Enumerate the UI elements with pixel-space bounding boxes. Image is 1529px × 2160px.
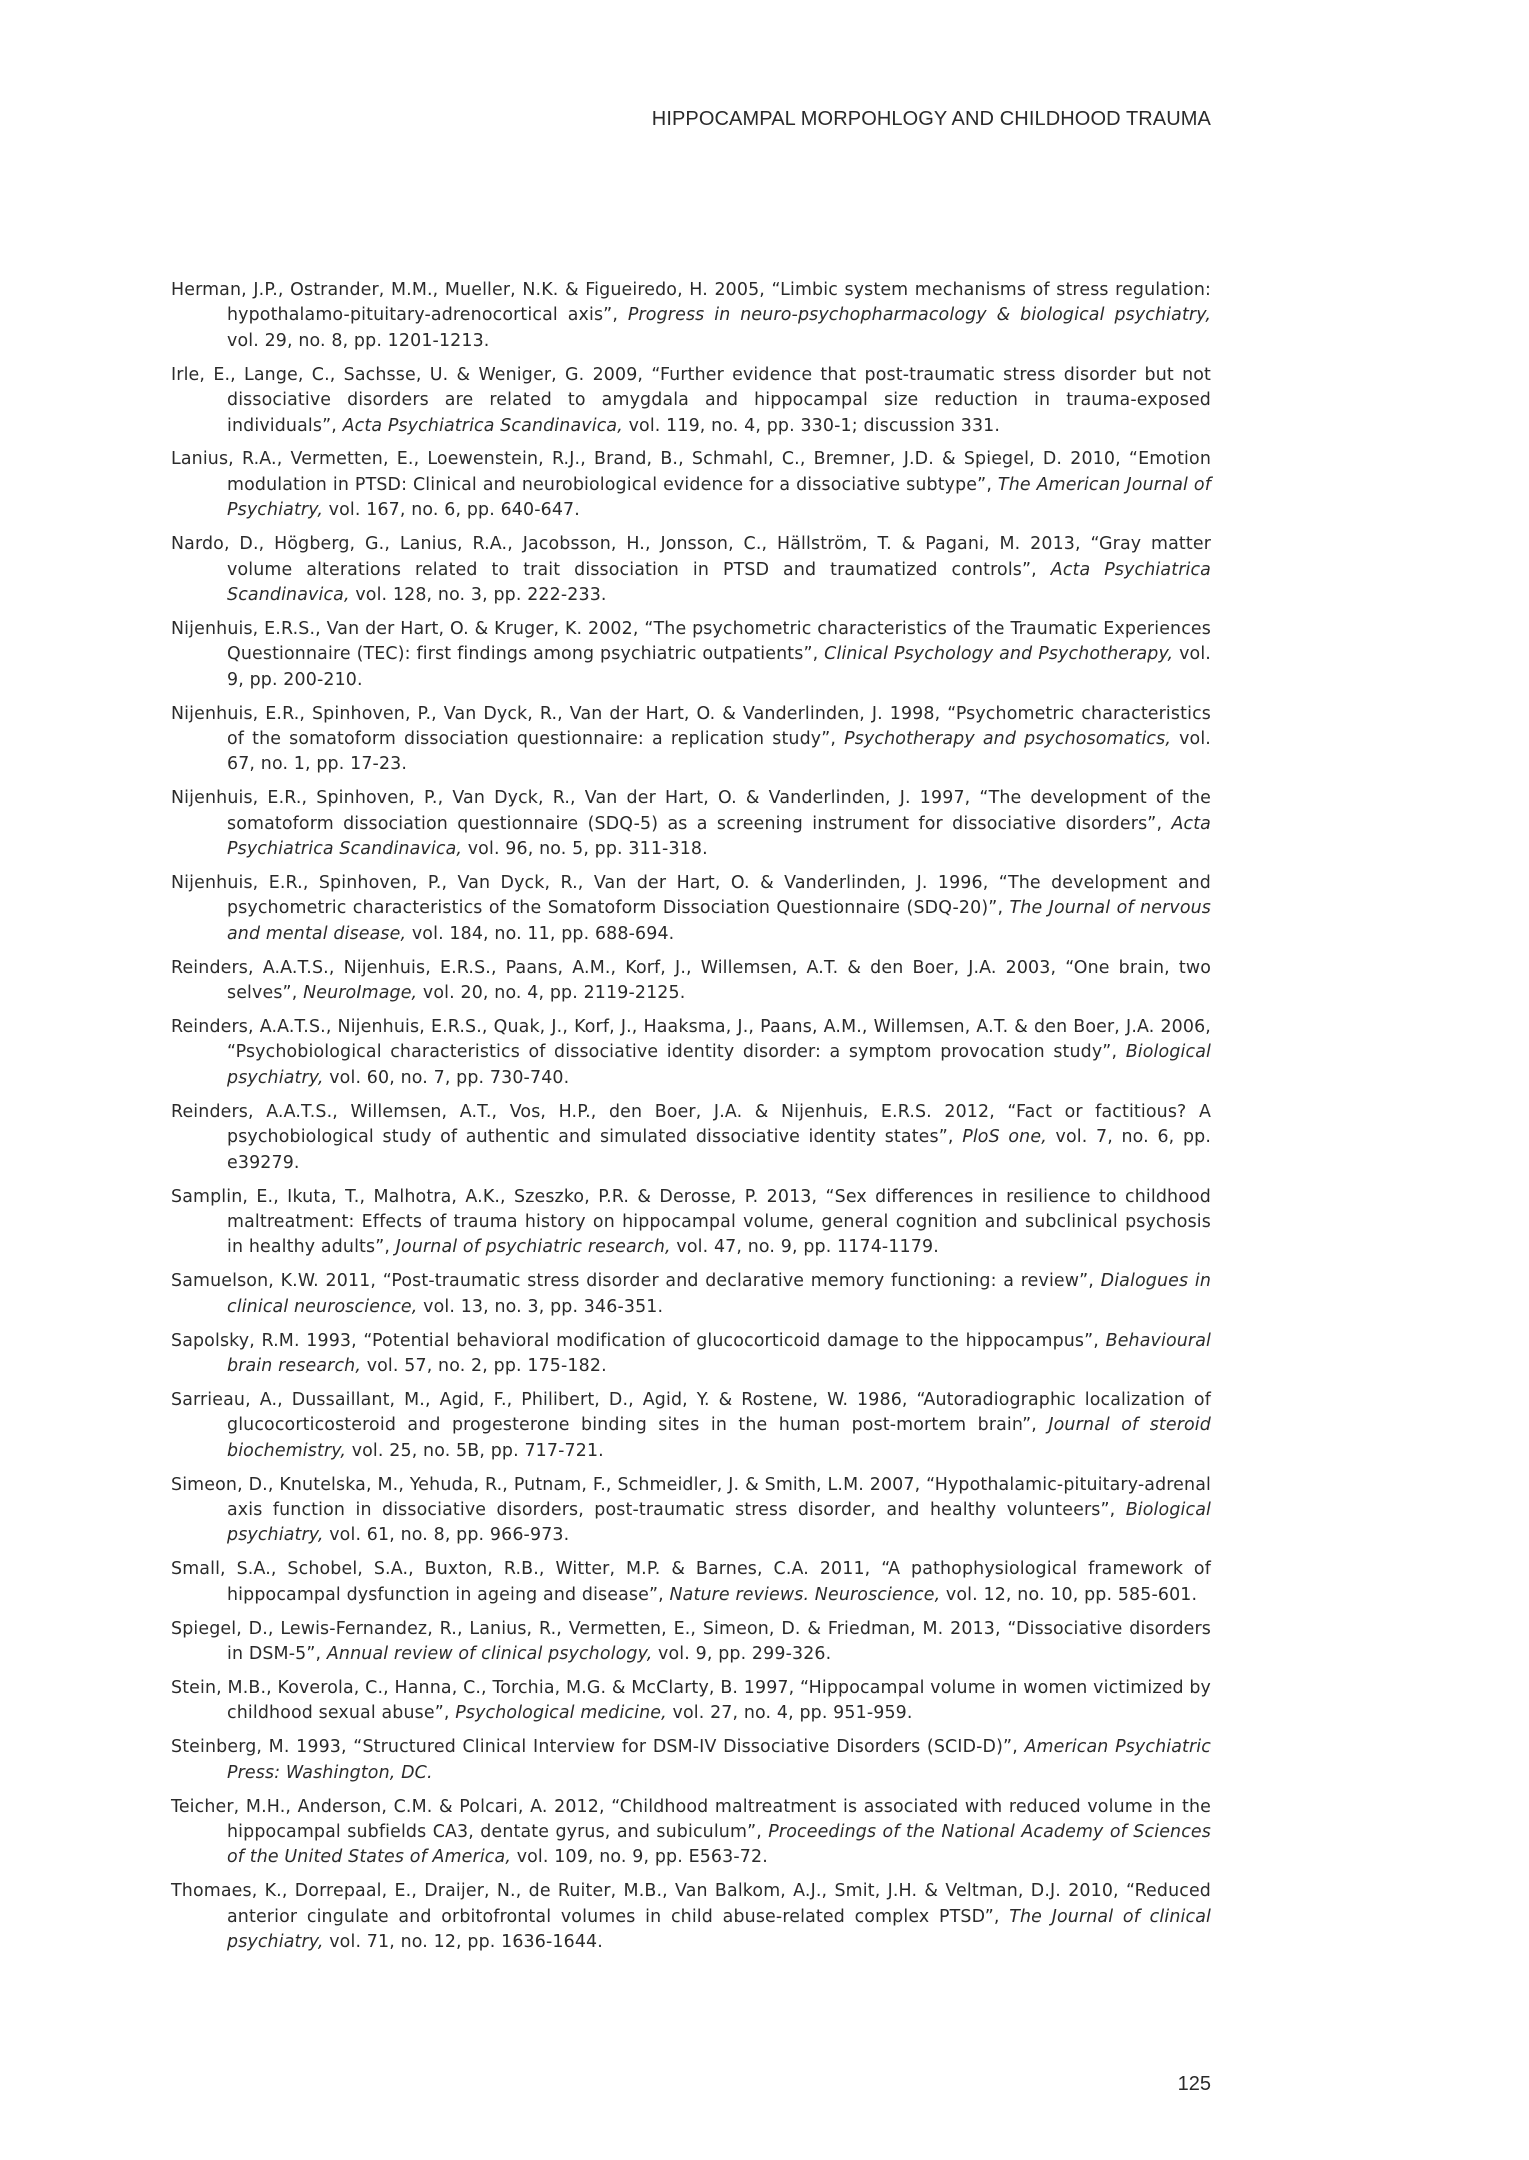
reference-citation: Small, S.A., Schobel, S.A., Buxton, R.B., Witter, M.P. & Barnes, C.A. 2011, “A pathophysiological framework of hippocampal dysfunction in ageing and disease”, [171, 1559, 1211, 1605]
reference-entry [171, 363, 1211, 439]
reference-entry [171, 1557, 1211, 1608]
reference-entry [171, 1185, 1211, 1261]
reference-journal: PloS one, [962, 1127, 1047, 1148]
reference-entry [171, 532, 1211, 608]
page-number: 125 [1177, 2073, 1211, 2095]
reference-entry [171, 786, 1211, 862]
reference-entry [171, 1269, 1211, 1320]
reference-volume-pages: vol. 67, no. 1, pp. 17-23. [227, 729, 1211, 775]
reference-citation: Samplin, E., Ikuta, T., Malhotra, A.K., Szeszko, P.R. & Derosse, P. 2013, “Sex differences in resilience to childhood maltreatment: Effects of trauma history on hippocampal volume, general cognition and subclinical psychosis in healthy adults”, [171, 1186, 1211, 1258]
reference-volume-pages: vol. 184, no. 11, pp. 688-694. [406, 923, 675, 944]
reference-volume-pages: vol. 167, no. 6, pp. 640-647. [323, 500, 580, 521]
reference-journal: Annual review of clinical psychology, [326, 1644, 653, 1664]
reference-volume-pages: vol. 128, no. 3, pp. 222-233. [349, 584, 607, 605]
reference-journal: Psychotherapy and psychosomatics, [844, 729, 1172, 749]
reference-entry [171, 956, 1211, 1007]
reference-volume-pages: vol. 27, no. 4, pp. 951-959. [666, 1703, 913, 1724]
reference-volume-pages: vol. 9, pp. 200-210. [227, 644, 1211, 690]
reference-entry [171, 1329, 1211, 1380]
reference-citation: Nijenhuis, E.R.S., Van der Hart, O. & Kruger, K. 2002, “The psychometric characteristics of the Traumatic Experiences Questionnaire (TEC): first findings among psychiatric outpatients”, [171, 618, 1211, 665]
reference-journal: Acta Psychiatrica Scandinavica, [227, 813, 1211, 860]
reference-citation: Samuelson, K.W. 2011, “Post-traumatic stress disorder and declarative memory functioning: a review”, [171, 1271, 1101, 1292]
reference-entry [171, 1617, 1211, 1668]
reference-journal: Journal of psychiatric research, [395, 1237, 671, 1258]
reference-journal: Nature reviews. Neuroscience, [669, 1584, 941, 1605]
reference-citation: Nijenhuis, E.R., Spinhoven, P., Van Dyck, R., Van der Hart, O. & Vanderlinden, J. 1998, “Psychometric characteristics of the somatoform dissociation questionnaire: a replication study”, [171, 703, 1211, 749]
reference-citation: Sarrieau, A., Dussaillant, M., Agid, F., Philibert, D., Agid, Y. & Rostene, W. 1986, “Autoradiographic localization of glucocorticosteroid and progesterone binding sites in the human post-mortem brain”, [171, 1389, 1211, 1436]
reference-journal: Acta Psychiatrica Scandinavica, [227, 559, 1211, 605]
reference-citation: Reinders, A.A.T.S., Nijenhuis, E.R.S., Quak, J., Korf, J., Haaksma, J., Paans, A.M., Willemsen, A.T. & den Boer, J.A. 2006, “Psychobiological characteristics of dissociative identity disorder: a symptom provocation study”, [171, 1017, 1211, 1063]
reference-citation: Nijenhuis, E.R., Spinhoven, P., Van Dyck, R., Van der Hart, O. & Vanderlinden, J. 1996, “The development and psychometric characteristics of the Somatoform Dissociation Questionnaire (SDQ-20)”, [171, 873, 1211, 919]
reference-citation: Thomaes, K., Dorrepaal, E., Draijer, N., de Ruiter, M.B., Van Balkom, A.J., Smit, J.H. & Veltman, D.J. 2010, “Reduced anterior cingulate and orbitofrontal volumes in child abuse-related complex PTSD”, [171, 1881, 1211, 1927]
reference-citation: Lanius, R.A., Vermetten, E., Loewenstein, R.J., Brand, B., Schmahl, C., Bremner, J.D. & Spiegel, D. 2010, “Emotion modulation in PTSD: Clinical and neurobiological evidence for a dissociative subtype”, [171, 449, 1211, 495]
reference-volume-pages: vol. 61, no. 8, pp. 966-973. [323, 1525, 570, 1546]
reference-journal: Acta Psychiatrica Scandinavica, [342, 415, 623, 436]
reference-journal: Journal of steroid biochemistry, [227, 1415, 1211, 1461]
reference-journal: Psychological medicine, [455, 1703, 667, 1724]
reference-citation: Nardo, D., Högberg, G., Lanius, R.A., Jacobsson, H., Jonsson, C., Hällström, T. & Pagani, M. 2013, “Gray matter volume alterations related to trait dissociation in PTSD and traumatized controls”, [171, 534, 1211, 580]
reference-entry [171, 1015, 1211, 1091]
reference-citation: Nijenhuis, E.R., Spinhoven, P., Van Dyck, R., Van der Hart, O. & Vanderlinden, J. 1997, “The development of the somatoform dissociation questionnaire (SDQ-5) as a screening instrument for dissociative disorders”, [171, 788, 1211, 834]
reference-citation: Irle, E., Lange, C., Sachsse, U. & Weniger, G. 2009, “Further evidence that post-traumatic stress disorder but not dissociative disorders are related to amygdala and hippocampal size reduction in trauma-exposed individuals”, [171, 364, 1211, 436]
reference-entry [171, 1879, 1211, 1955]
reference-volume-pages: vol. 13, no. 3, pp. 346-351. [417, 1296, 664, 1317]
reference-journal: The Journal of clinical psychiatry, [227, 1906, 1211, 1953]
reference-entry [171, 1100, 1211, 1176]
reference-citation: Stein, M.B., Koverola, C., Hanna, C., Torchia, M.G. & McClarty, B. 1997, “Hippocampal volume in women victimized by childhood sexual abuse”, [171, 1677, 1211, 1724]
reference-citation: Spiegel, D., Lewis-Fernandez, R., Lanius, R., Vermetten, E., Simeon, D. & Friedman, M. 2013, “Dissociative disorders in DSM-5”, [171, 1618, 1211, 1664]
reference-entry [171, 1676, 1211, 1727]
reference-entry [171, 1388, 1211, 1464]
reference-journal: Behavioural brain research, [227, 1330, 1211, 1376]
reference-journal: The American Journal of Psychiatry, [227, 474, 1211, 521]
reference-journal: Biological psychiatry, [227, 1042, 1211, 1088]
reference-volume-pages: vol. 47, no. 9, pp. 1174-1179. [670, 1237, 939, 1258]
reference-journal: Biological psychiatry, [227, 1499, 1211, 1546]
reference-entry [171, 1795, 1211, 1871]
reference-volume-pages: vol. 60, no. 7, pp. 730-740. [323, 1067, 570, 1088]
reference-entry [171, 1473, 1211, 1549]
reference-citation: Steinberg, M. 1993, “Structured Clinical Interview for DSM-IV Dissociative Disorders (SCID-D)”, [171, 1737, 1025, 1758]
reference-entry [171, 702, 1211, 778]
reference-entry [171, 1735, 1211, 1786]
reference-entry [171, 278, 1211, 354]
reference-volume-pages: vol. 71, no. 12, pp. 1636-1644. [323, 1932, 603, 1953]
reference-citation: Reinders, A.A.T.S., Willemsen, A.T., Vos, H.P., den Boer, J.A. & Nijenhuis, E.R.S. 2012, “Fact or factitious? A psychobiological study of authentic and simulated dissociative identity states”, [171, 1101, 1211, 1148]
reference-volume-pages: vol. 119, no. 4, pp. 330-1; discussion 331. [622, 415, 1001, 436]
reference-volume-pages: vol. 9, pp. 299-326. [652, 1644, 832, 1664]
reference-journal: Clinical Psychology and Psychotherapy, [824, 644, 1174, 665]
running-header-title: HIPPOCAMPAL MORPOHLOGY AND CHILDHOOD TRAUMA [651, 108, 1211, 130]
reference-list [171, 278, 1211, 1964]
reference-citation: Herman, J.P., Ostrander, M.M., Mueller, N.K. & Figueiredo, H. 2005, “Limbic system mechanisms of stress regulation: hypothalamo-pituitary-adrenocortical axis”, [171, 280, 1211, 326]
reference-volume-pages: vol. 96, no. 5, pp. 311-318. [462, 839, 708, 860]
reference-journal: Proceedings of the National Academy of Sciences of the United States of America, [227, 1821, 1211, 1868]
reference-entry [171, 447, 1211, 523]
reference-volume-pages: vol. 25, no. 5B, pp. 717-721. [346, 1440, 604, 1461]
reference-journal: Dialogues in clinical neuroscience, [227, 1271, 1211, 1317]
reference-journal: NeuroImage, [303, 983, 418, 1004]
reference-volume-pages: vol. 12, no. 10, pp. 585-601. [940, 1584, 1198, 1605]
reference-volume-pages: vol. 109, no. 9, pp. E563-72. [511, 1847, 768, 1868]
reference-volume-pages: vol. 7, no. 6, pp. e39279. [227, 1127, 1211, 1173]
reference-citation: Teicher, M.H., Anderson, C.M. & Polcari, A. 2012, “Childhood maltreatment is associated with reduced volume in the hippocampal subfields CA3, dentate gyrus, and subiculum”, [171, 1796, 1211, 1842]
reference-citation: Reinders, A.A.T.S., Nijenhuis, E.R.S., Paans, A.M., Korf, J., Willemsen, A.T. & den Boer, J.A. 2003, “One brain, two selves”, [171, 957, 1211, 1004]
reference-volume-pages: vol. 57, no. 2, pp. 175-182. [361, 1355, 607, 1376]
reference-journal: The Journal of nervous and mental disease, [227, 898, 1211, 944]
reference-journal: Progress in neuro-psychopharmacology & biological psychiatry, [627, 305, 1211, 326]
reference-citation: Simeon, D., Knutelska, M., Yehuda, R., Putnam, F., Schmeidler, J. & Smith, L.M. 2007, “Hypothalamic-pituitary-adrenal axis function in dissociative disorders, post-traumatic stress disorder, and healthy volunteers”, [171, 1474, 1211, 1520]
reference-volume-pages: vol. 20, no. 4, pp. 2119-2125. [417, 983, 686, 1004]
reference-journal: American Psychiatric Press: Washington, DC. [227, 1737, 1212, 1783]
reference-volume-pages: vol. 29, no. 8, pp. 1201-1213. [227, 330, 490, 351]
reference-entry [171, 871, 1211, 947]
reference-citation: Sapolsky, R.M. 1993, “Potential behavioral modification of glucocorticoid damage to the hippocampus”, [171, 1330, 1106, 1351]
reference-entry [171, 617, 1211, 693]
